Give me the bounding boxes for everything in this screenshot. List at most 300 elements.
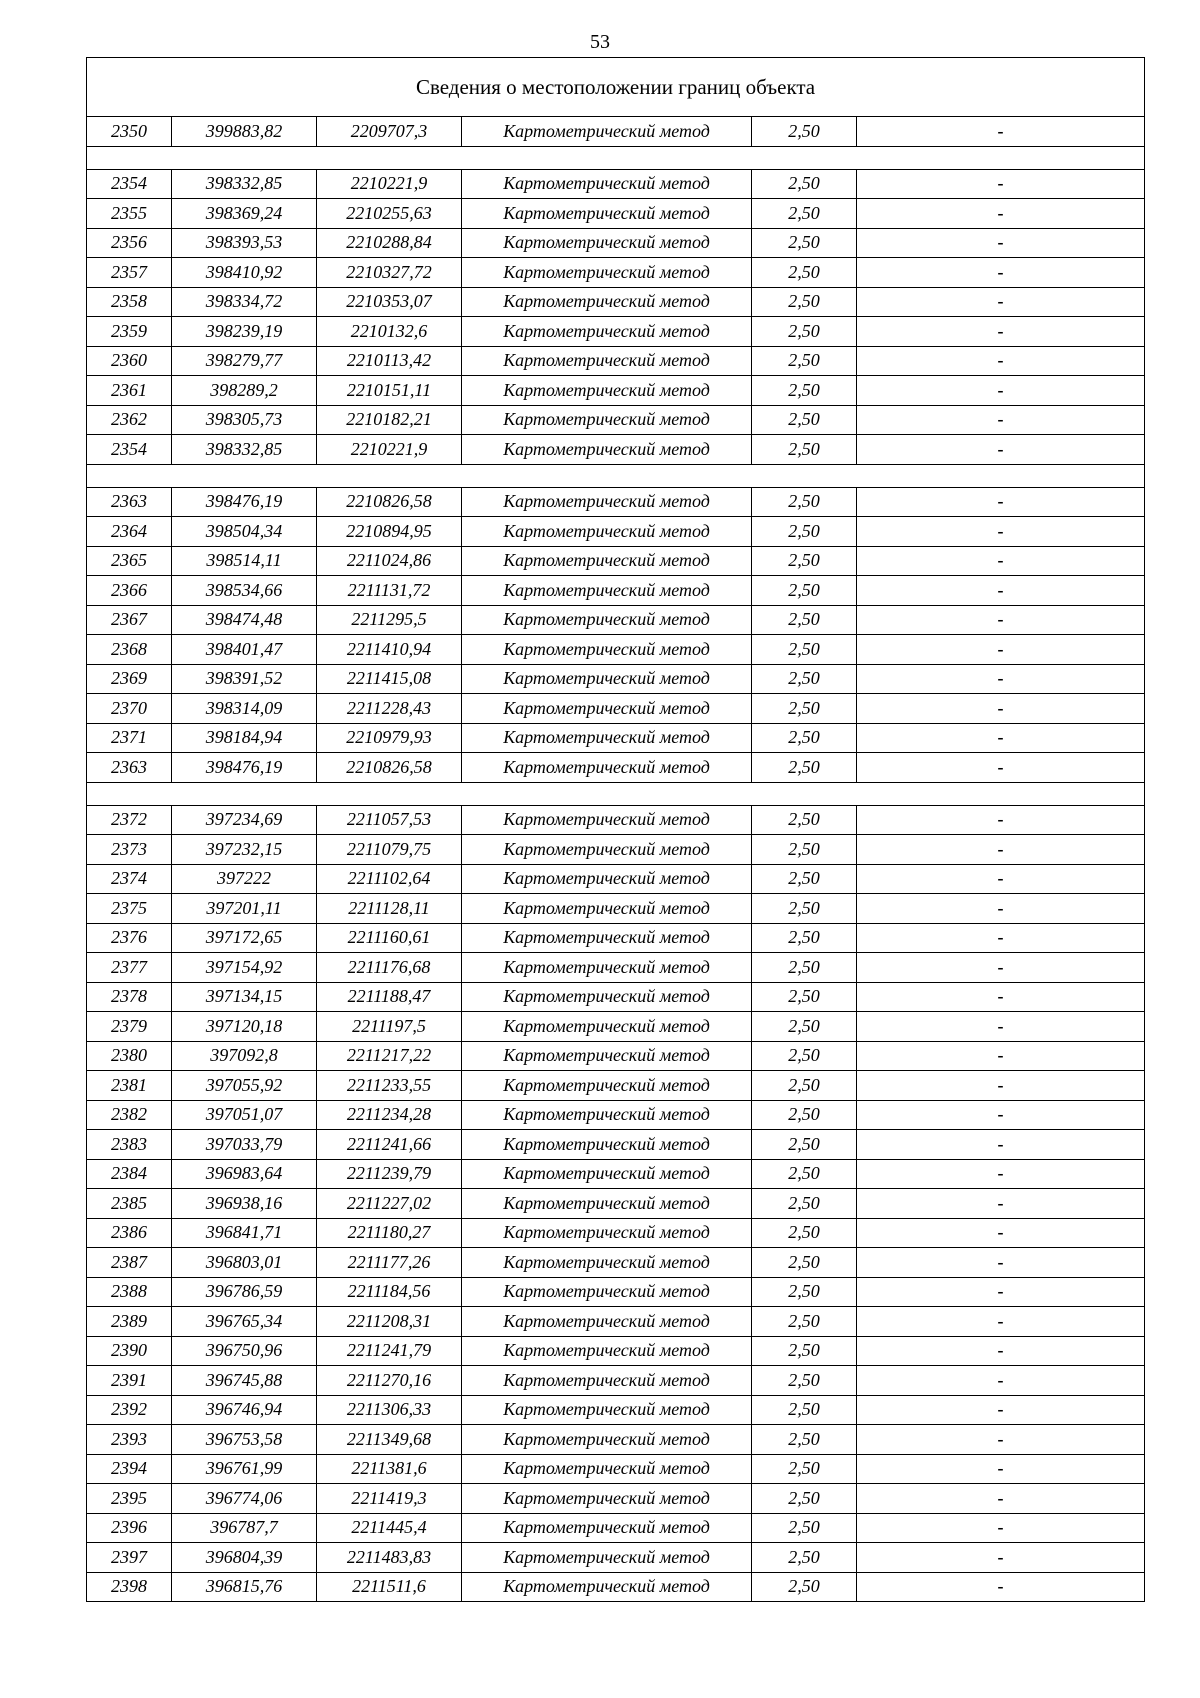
precision-cell: 2,50 xyxy=(752,1513,857,1543)
precision-cell: 2,50 xyxy=(752,287,857,317)
note-cell: - xyxy=(857,517,1145,547)
method-cell: Картометрический метод xyxy=(462,605,752,635)
x-coordinate-cell: 396753,58 xyxy=(172,1425,317,1455)
precision-cell: 2,50 xyxy=(752,1572,857,1602)
spacer-cell xyxy=(87,782,1145,805)
y-coordinate-cell: 2210255,63 xyxy=(317,199,462,229)
note-cell: - xyxy=(857,864,1145,894)
x-coordinate-cell: 396774,06 xyxy=(172,1484,317,1514)
x-coordinate-cell: 398393,53 xyxy=(172,228,317,258)
note-cell: - xyxy=(857,694,1145,724)
method-cell: Картометрический метод xyxy=(462,317,752,347)
point-number-cell: 2380 xyxy=(87,1041,172,1071)
precision-cell: 2,50 xyxy=(752,1484,857,1514)
y-coordinate-cell: 2211239,79 xyxy=(317,1159,462,1189)
precision-cell: 2,50 xyxy=(752,258,857,288)
method-cell: Картометрический метод xyxy=(462,1336,752,1366)
point-number-cell: 2394 xyxy=(87,1454,172,1484)
point-number-cell: 2383 xyxy=(87,1130,172,1160)
y-coordinate-cell: 2210327,72 xyxy=(317,258,462,288)
table-row xyxy=(87,953,1145,983)
y-coordinate-cell: 2211241,79 xyxy=(317,1336,462,1366)
x-coordinate-cell: 397172,65 xyxy=(172,923,317,953)
y-coordinate-cell: 2210826,58 xyxy=(317,487,462,517)
y-coordinate-cell: 2209707,3 xyxy=(317,117,462,147)
y-coordinate-cell: 2210288,84 xyxy=(317,228,462,258)
table-row xyxy=(87,199,1145,229)
x-coordinate-cell: 396787,7 xyxy=(172,1513,317,1543)
y-coordinate-cell: 2211228,43 xyxy=(317,694,462,724)
x-coordinate-cell: 398305,73 xyxy=(172,405,317,435)
x-coordinate-cell: 396761,99 xyxy=(172,1454,317,1484)
table-row xyxy=(87,894,1145,924)
precision-cell: 2,50 xyxy=(752,805,857,835)
method-cell: Картометрический метод xyxy=(462,376,752,406)
point-number-cell: 2366 xyxy=(87,576,172,606)
note-cell: - xyxy=(857,805,1145,835)
method-cell: Картометрический метод xyxy=(462,1041,752,1071)
x-coordinate-cell: 396983,64 xyxy=(172,1159,317,1189)
table-row xyxy=(87,664,1145,694)
x-coordinate-cell: 396804,39 xyxy=(172,1543,317,1573)
table-row xyxy=(87,982,1145,1012)
x-coordinate-cell: 397092,8 xyxy=(172,1041,317,1071)
table-title: Сведения о местоположении границ объекта xyxy=(87,58,1145,117)
method-cell: Картометрический метод xyxy=(462,1454,752,1484)
table-row xyxy=(87,487,1145,517)
method-cell: Картометрический метод xyxy=(462,953,752,983)
point-number-cell: 2362 xyxy=(87,405,172,435)
x-coordinate-cell: 396750,96 xyxy=(172,1336,317,1366)
y-coordinate-cell: 2210151,11 xyxy=(317,376,462,406)
note-cell: - xyxy=(857,405,1145,435)
y-coordinate-cell: 2211445,4 xyxy=(317,1513,462,1543)
note-cell: - xyxy=(857,376,1145,406)
table-row xyxy=(87,1336,1145,1366)
table-row xyxy=(87,1307,1145,1337)
table-row xyxy=(87,1159,1145,1189)
method-cell: Картометрический метод xyxy=(462,1189,752,1219)
precision-cell: 2,50 xyxy=(752,694,857,724)
note-cell: - xyxy=(857,1159,1145,1189)
method-cell: Картометрический метод xyxy=(462,1218,752,1248)
y-coordinate-cell: 2211233,55 xyxy=(317,1071,462,1101)
point-number-cell: 2381 xyxy=(87,1071,172,1101)
table-title-row xyxy=(87,58,1145,117)
table-row xyxy=(87,169,1145,199)
note-cell: - xyxy=(857,1248,1145,1278)
spacer-cell xyxy=(87,146,1145,169)
precision-cell: 2,50 xyxy=(752,605,857,635)
y-coordinate-cell: 2210353,07 xyxy=(317,287,462,317)
note-cell: - xyxy=(857,199,1145,229)
note-cell: - xyxy=(857,1012,1145,1042)
x-coordinate-cell: 399883,82 xyxy=(172,117,317,147)
method-cell: Картометрический метод xyxy=(462,805,752,835)
note-cell: - xyxy=(857,258,1145,288)
note-cell: - xyxy=(857,1513,1145,1543)
method-cell: Картометрический метод xyxy=(462,664,752,694)
note-cell: - xyxy=(857,228,1145,258)
precision-cell: 2,50 xyxy=(752,1366,857,1396)
method-cell: Картометрический метод xyxy=(462,1071,752,1101)
point-number-cell: 2396 xyxy=(87,1513,172,1543)
precision-cell: 2,50 xyxy=(752,835,857,865)
note-cell: - xyxy=(857,1307,1145,1337)
method-cell: Картометрический метод xyxy=(462,1366,752,1396)
y-coordinate-cell: 2211227,02 xyxy=(317,1189,462,1219)
spacer-cell xyxy=(87,464,1145,487)
y-coordinate-cell: 2211197,5 xyxy=(317,1012,462,1042)
point-number-cell: 2372 xyxy=(87,805,172,835)
x-coordinate-cell: 397232,15 xyxy=(172,835,317,865)
point-number-cell: 2392 xyxy=(87,1395,172,1425)
point-number-cell: 2369 xyxy=(87,664,172,694)
table-row xyxy=(87,835,1145,865)
y-coordinate-cell: 2211208,31 xyxy=(317,1307,462,1337)
table-row xyxy=(87,805,1145,835)
note-cell: - xyxy=(857,117,1145,147)
note-cell: - xyxy=(857,317,1145,347)
x-coordinate-cell: 397134,15 xyxy=(172,982,317,1012)
method-cell: Картометрический метод xyxy=(462,1425,752,1455)
note-cell: - xyxy=(857,1218,1145,1248)
point-number-cell: 2359 xyxy=(87,317,172,347)
point-number-cell: 2356 xyxy=(87,228,172,258)
y-coordinate-cell: 2210113,42 xyxy=(317,346,462,376)
x-coordinate-cell: 397120,18 xyxy=(172,1012,317,1042)
note-cell: - xyxy=(857,1543,1145,1573)
x-coordinate-cell: 398410,92 xyxy=(172,258,317,288)
note-cell: - xyxy=(857,835,1145,865)
point-number-cell: 2390 xyxy=(87,1336,172,1366)
precision-cell: 2,50 xyxy=(752,1336,857,1366)
method-cell: Картометрический метод xyxy=(462,864,752,894)
point-number-cell: 2365 xyxy=(87,546,172,576)
note-cell: - xyxy=(857,1336,1145,1366)
y-coordinate-cell: 2211241,66 xyxy=(317,1130,462,1160)
y-coordinate-cell: 2210894,95 xyxy=(317,517,462,547)
point-number-cell: 2386 xyxy=(87,1218,172,1248)
point-number-cell: 2391 xyxy=(87,1366,172,1396)
precision-cell: 2,50 xyxy=(752,199,857,229)
precision-cell: 2,50 xyxy=(752,1041,857,1071)
note-cell: - xyxy=(857,1572,1145,1602)
precision-cell: 2,50 xyxy=(752,1071,857,1101)
x-coordinate-cell: 398289,2 xyxy=(172,376,317,406)
method-cell: Картометрический метод xyxy=(462,723,752,753)
note-cell: - xyxy=(857,287,1145,317)
page-number: 53 xyxy=(590,31,610,53)
precision-cell: 2,50 xyxy=(752,894,857,924)
x-coordinate-cell: 398314,09 xyxy=(172,694,317,724)
point-number-cell: 2397 xyxy=(87,1543,172,1573)
precision-cell: 2,50 xyxy=(752,1189,857,1219)
table-row xyxy=(87,1130,1145,1160)
point-number-cell: 2378 xyxy=(87,982,172,1012)
x-coordinate-cell: 398369,24 xyxy=(172,199,317,229)
method-cell: Картометрический метод xyxy=(462,1012,752,1042)
table-row xyxy=(87,923,1145,953)
spacer-row xyxy=(87,146,1145,169)
x-coordinate-cell: 398504,34 xyxy=(172,517,317,547)
y-coordinate-cell: 2211234,28 xyxy=(317,1100,462,1130)
method-cell: Картометрический метод xyxy=(462,923,752,953)
x-coordinate-cell: 396786,59 xyxy=(172,1277,317,1307)
y-coordinate-cell: 2210132,6 xyxy=(317,317,462,347)
y-coordinate-cell: 2211410,94 xyxy=(317,635,462,665)
note-cell: - xyxy=(857,1454,1145,1484)
method-cell: Картометрический метод xyxy=(462,1159,752,1189)
precision-cell: 2,50 xyxy=(752,864,857,894)
note-cell: - xyxy=(857,169,1145,199)
precision-cell: 2,50 xyxy=(752,635,857,665)
y-coordinate-cell: 2211160,61 xyxy=(317,923,462,953)
y-coordinate-cell: 2211419,3 xyxy=(317,1484,462,1514)
x-coordinate-cell: 396803,01 xyxy=(172,1248,317,1278)
precision-cell: 2,50 xyxy=(752,1130,857,1160)
note-cell: - xyxy=(857,1071,1145,1101)
note-cell: - xyxy=(857,1189,1145,1219)
method-cell: Картометрический метод xyxy=(462,517,752,547)
method-cell: Картометрический метод xyxy=(462,405,752,435)
y-coordinate-cell: 2211180,27 xyxy=(317,1218,462,1248)
precision-cell: 2,50 xyxy=(752,117,857,147)
x-coordinate-cell: 398514,11 xyxy=(172,546,317,576)
note-cell: - xyxy=(857,546,1145,576)
precision-cell: 2,50 xyxy=(752,1454,857,1484)
note-cell: - xyxy=(857,1041,1145,1071)
point-number-cell: 2379 xyxy=(87,1012,172,1042)
table-row xyxy=(87,864,1145,894)
point-number-cell: 2373 xyxy=(87,835,172,865)
table-row xyxy=(87,1248,1145,1278)
table-row xyxy=(87,1395,1145,1425)
table-row xyxy=(87,723,1145,753)
precision-cell: 2,50 xyxy=(752,953,857,983)
point-number-cell: 2370 xyxy=(87,694,172,724)
method-cell: Картометрический метод xyxy=(462,258,752,288)
x-coordinate-cell: 398334,72 xyxy=(172,287,317,317)
note-cell: - xyxy=(857,435,1145,465)
point-number-cell: 2398 xyxy=(87,1572,172,1602)
point-number-cell: 2377 xyxy=(87,953,172,983)
boundary-coordinates-table xyxy=(86,57,1145,1602)
table-body xyxy=(87,58,1145,1602)
y-coordinate-cell: 2211415,08 xyxy=(317,664,462,694)
note-cell: - xyxy=(857,1395,1145,1425)
point-number-cell: 2350 xyxy=(87,117,172,147)
table-row xyxy=(87,1100,1145,1130)
table-row xyxy=(87,1454,1145,1484)
table-row xyxy=(87,1484,1145,1514)
method-cell: Картометрический метод xyxy=(462,1248,752,1278)
precision-cell: 2,50 xyxy=(752,664,857,694)
x-coordinate-cell: 396746,94 xyxy=(172,1395,317,1425)
spacer-row xyxy=(87,464,1145,487)
precision-cell: 2,50 xyxy=(752,228,857,258)
x-coordinate-cell: 396745,88 xyxy=(172,1366,317,1396)
y-coordinate-cell: 2211188,47 xyxy=(317,982,462,1012)
table-row xyxy=(87,228,1145,258)
precision-cell: 2,50 xyxy=(752,1307,857,1337)
precision-cell: 2,50 xyxy=(752,1218,857,1248)
method-cell: Картометрический метод xyxy=(462,894,752,924)
y-coordinate-cell: 2211177,26 xyxy=(317,1248,462,1278)
note-cell: - xyxy=(857,753,1145,783)
method-cell: Картометрический метод xyxy=(462,435,752,465)
x-coordinate-cell: 398534,66 xyxy=(172,576,317,606)
point-number-cell: 2385 xyxy=(87,1189,172,1219)
y-coordinate-cell: 2211131,72 xyxy=(317,576,462,606)
method-cell: Картометрический метод xyxy=(462,117,752,147)
y-coordinate-cell: 2211057,53 xyxy=(317,805,462,835)
precision-cell: 2,50 xyxy=(752,1395,857,1425)
method-cell: Картометрический метод xyxy=(462,199,752,229)
precision-cell: 2,50 xyxy=(752,1100,857,1130)
table-row xyxy=(87,753,1145,783)
y-coordinate-cell: 2210826,58 xyxy=(317,753,462,783)
point-number-cell: 2395 xyxy=(87,1484,172,1514)
method-cell: Картометрический метод xyxy=(462,169,752,199)
table-row xyxy=(87,1071,1145,1101)
table-row xyxy=(87,1543,1145,1573)
method-cell: Картометрический метод xyxy=(462,287,752,317)
table-row xyxy=(87,376,1145,406)
x-coordinate-cell: 398332,85 xyxy=(172,435,317,465)
method-cell: Картометрический метод xyxy=(462,694,752,724)
y-coordinate-cell: 2210221,9 xyxy=(317,435,462,465)
table-row xyxy=(87,435,1145,465)
y-coordinate-cell: 2211381,6 xyxy=(317,1454,462,1484)
table-row xyxy=(87,635,1145,665)
method-cell: Картометрический метод xyxy=(462,982,752,1012)
table-row xyxy=(87,317,1145,347)
x-coordinate-cell: 397201,11 xyxy=(172,894,317,924)
method-cell: Картометрический метод xyxy=(462,546,752,576)
y-coordinate-cell: 2211306,33 xyxy=(317,1395,462,1425)
point-number-cell: 2371 xyxy=(87,723,172,753)
y-coordinate-cell: 2211349,68 xyxy=(317,1425,462,1455)
method-cell: Картометрический метод xyxy=(462,1130,752,1160)
spacer-row xyxy=(87,782,1145,805)
y-coordinate-cell: 2211024,86 xyxy=(317,546,462,576)
point-number-cell: 2364 xyxy=(87,517,172,547)
table-row xyxy=(87,517,1145,547)
note-cell: - xyxy=(857,487,1145,517)
method-cell: Картометрический метод xyxy=(462,1277,752,1307)
point-number-cell: 2363 xyxy=(87,753,172,783)
note-cell: - xyxy=(857,1100,1145,1130)
point-number-cell: 2388 xyxy=(87,1277,172,1307)
point-number-cell: 2354 xyxy=(87,169,172,199)
point-number-cell: 2354 xyxy=(87,435,172,465)
x-coordinate-cell: 398401,47 xyxy=(172,635,317,665)
precision-cell: 2,50 xyxy=(752,982,857,1012)
point-number-cell: 2367 xyxy=(87,605,172,635)
method-cell: Картометрический метод xyxy=(462,1572,752,1602)
method-cell: Картометрический метод xyxy=(462,1100,752,1130)
method-cell: Картометрический метод xyxy=(462,1513,752,1543)
x-coordinate-cell: 398476,19 xyxy=(172,487,317,517)
method-cell: Картометрический метод xyxy=(462,228,752,258)
note-cell: - xyxy=(857,1366,1145,1396)
note-cell: - xyxy=(857,664,1145,694)
y-coordinate-cell: 2211483,83 xyxy=(317,1543,462,1573)
precision-cell: 2,50 xyxy=(752,487,857,517)
table-row xyxy=(87,1366,1145,1396)
y-coordinate-cell: 2211184,56 xyxy=(317,1277,462,1307)
table-row xyxy=(87,694,1145,724)
precision-cell: 2,50 xyxy=(752,405,857,435)
precision-cell: 2,50 xyxy=(752,923,857,953)
table-row xyxy=(87,258,1145,288)
point-number-cell: 2363 xyxy=(87,487,172,517)
note-cell: - xyxy=(857,923,1145,953)
precision-cell: 2,50 xyxy=(752,346,857,376)
note-cell: - xyxy=(857,982,1145,1012)
note-cell: - xyxy=(857,1130,1145,1160)
table-row xyxy=(87,605,1145,635)
x-coordinate-cell: 398391,52 xyxy=(172,664,317,694)
x-coordinate-cell: 398184,94 xyxy=(172,723,317,753)
table-row xyxy=(87,1012,1145,1042)
point-number-cell: 2389 xyxy=(87,1307,172,1337)
y-coordinate-cell: 2210182,21 xyxy=(317,405,462,435)
note-cell: - xyxy=(857,894,1145,924)
point-number-cell: 2387 xyxy=(87,1248,172,1278)
x-coordinate-cell: 396841,71 xyxy=(172,1218,317,1248)
y-coordinate-cell: 2211511,6 xyxy=(317,1572,462,1602)
table-row xyxy=(87,1513,1145,1543)
x-coordinate-cell: 398239,19 xyxy=(172,317,317,347)
note-cell: - xyxy=(857,723,1145,753)
precision-cell: 2,50 xyxy=(752,517,857,547)
x-coordinate-cell: 397154,92 xyxy=(172,953,317,983)
x-coordinate-cell: 396765,34 xyxy=(172,1307,317,1337)
method-cell: Картометрический метод xyxy=(462,753,752,783)
precision-cell: 2,50 xyxy=(752,376,857,406)
note-cell: - xyxy=(857,576,1145,606)
precision-cell: 2,50 xyxy=(752,1012,857,1042)
table-row xyxy=(87,576,1145,606)
y-coordinate-cell: 2211102,64 xyxy=(317,864,462,894)
table-row xyxy=(87,1218,1145,1248)
x-coordinate-cell: 398279,77 xyxy=(172,346,317,376)
point-number-cell: 2360 xyxy=(87,346,172,376)
point-number-cell: 2358 xyxy=(87,287,172,317)
method-cell: Картометрический метод xyxy=(462,835,752,865)
note-cell: - xyxy=(857,1425,1145,1455)
note-cell: - xyxy=(857,605,1145,635)
point-number-cell: 2393 xyxy=(87,1425,172,1455)
precision-cell: 2,50 xyxy=(752,1248,857,1278)
method-cell: Картометрический метод xyxy=(462,487,752,517)
table-row xyxy=(87,546,1145,576)
point-number-cell: 2357 xyxy=(87,258,172,288)
x-coordinate-cell: 397051,07 xyxy=(172,1100,317,1130)
precision-cell: 2,50 xyxy=(752,753,857,783)
note-cell: - xyxy=(857,1484,1145,1514)
x-coordinate-cell: 398474,48 xyxy=(172,605,317,635)
method-cell: Картометрический метод xyxy=(462,346,752,376)
x-coordinate-cell: 397033,79 xyxy=(172,1130,317,1160)
table-row xyxy=(87,1041,1145,1071)
y-coordinate-cell: 2211079,75 xyxy=(317,835,462,865)
precision-cell: 2,50 xyxy=(752,435,857,465)
method-cell: Картометрический метод xyxy=(462,1484,752,1514)
precision-cell: 2,50 xyxy=(752,169,857,199)
